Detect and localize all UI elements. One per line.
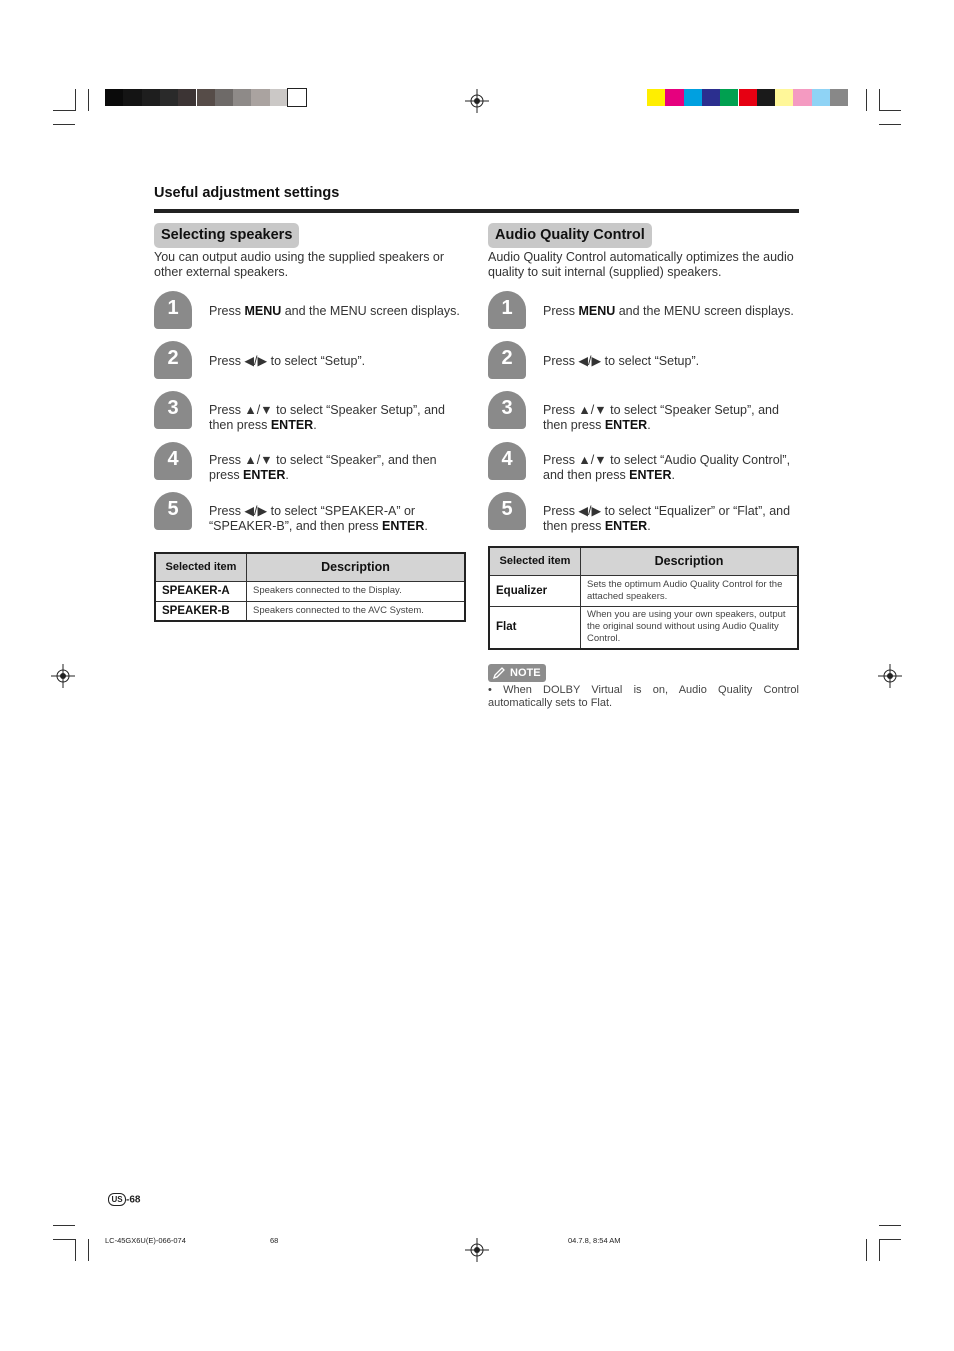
color-swatch [251, 89, 269, 106]
step-instruction: Press ◀/▶ to select “Equalizer” or “Flat”, and then press ENTER. [543, 504, 791, 533]
color-swatch [665, 89, 683, 106]
step-number-badge: 4 [488, 442, 526, 480]
step-number-badge: 4 [154, 442, 192, 480]
step-number-badge: 3 [488, 391, 526, 429]
color-swatch [812, 89, 830, 106]
color-swatch [702, 89, 720, 106]
pencil-icon [492, 666, 506, 680]
color-swatch [123, 89, 141, 106]
step-instruction: Press ◀/▶ to select “SPEAKER-A” or “SPEAKER-B”, and then press ENTER. [209, 504, 428, 533]
step-instruction: Press ◀/▶ to select “Setup”. [543, 354, 700, 368]
region-badge: US [108, 1193, 126, 1206]
step-instruction: Press ◀/▶ to select “Setup”. [209, 354, 366, 368]
table-row: SPEAKER-B Speakers connected to the AVC System. [155, 601, 465, 621]
registration-mark-icon [465, 1238, 489, 1262]
table-row: SPEAKER-A Speakers connected to the Display. [155, 581, 465, 601]
color-swatch [233, 89, 251, 106]
table-header: Description [247, 553, 466, 581]
step-number-badge: 5 [488, 492, 526, 530]
color-swatch [720, 89, 738, 106]
color-swatch [197, 89, 215, 106]
section-title-selecting-speakers: Selecting speakers [154, 223, 299, 248]
page-header: Useful adjustment settings [154, 185, 340, 201]
audio-quality-options-table [488, 546, 799, 650]
step-instruction: Press MENU and the MENU screen displays. [209, 304, 460, 318]
color-swatch [288, 89, 306, 106]
registration-mark-icon [51, 664, 75, 688]
step-number-badge: 3 [154, 391, 192, 429]
registration-mark-icon [878, 664, 902, 688]
step-number-badge: 1 [488, 291, 526, 329]
footer-page: 68 [270, 1236, 279, 1245]
color-swatch [684, 89, 702, 106]
step-instruction: Press ▲/▼ to select “Audio Quality Control”, and then press ENTER. [543, 453, 791, 482]
header-rule [154, 209, 799, 213]
color-swatch [739, 89, 757, 106]
section-intro: Audio Quality Control automatically optimizes the audio quality to suit internal (supplied) speakers. [488, 250, 794, 279]
table-row: Equalizer Sets the optimum Audio Quality Control for the attached speakers. [489, 575, 798, 606]
color-swatch [757, 89, 775, 106]
step-number-badge: 2 [154, 341, 192, 379]
table-row: Flat When you are using your own speakers, output the original sound without using Audio Quality Control. [489, 606, 798, 649]
step-instruction: Press ▲/▼ to select “Speaker Setup”, and then press ENTER. [209, 403, 445, 432]
step-instruction: Press ▲/▼ to select “Speaker”, and then press ENTER. [209, 453, 437, 482]
step-number-badge: 1 [154, 291, 192, 329]
registration-mark-icon [465, 89, 489, 113]
step-instruction: Press MENU and the MENU screen displays. [543, 304, 794, 318]
speaker-options-table [154, 552, 466, 622]
step-instruction: Press ▲/▼ to select “Speaker Setup”, and then press ENTER. [543, 403, 779, 432]
table-header: Selected item [155, 553, 247, 581]
color-swatch [775, 89, 793, 106]
table-header: Description [581, 547, 799, 575]
table-header: Selected item [489, 547, 581, 575]
color-swatch [830, 89, 848, 106]
footer-timestamp: 04.7.8, 8:54 AM [568, 1236, 621, 1245]
color-swatch [270, 89, 288, 106]
color-swatch [142, 89, 160, 106]
section-title-audio-quality-control: Audio Quality Control [488, 223, 652, 248]
step-number-badge: 5 [154, 492, 192, 530]
section-intro: You can output audio using the supplied speakers or other external speakers. [154, 250, 445, 279]
color-swatch [178, 89, 196, 106]
note-text: • When DOLBY Virtual is on, Audio Quality Control automatically sets to Flat. [488, 684, 799, 709]
step-number-badge: 2 [488, 341, 526, 379]
color-swatch [793, 89, 811, 106]
note-badge: NOTE [488, 664, 546, 682]
color-swatch [215, 89, 233, 106]
footer-filename: LC-45GX6U(E)-066-074 [105, 1236, 186, 1245]
color-swatch [160, 89, 178, 106]
color-swatch [105, 89, 123, 106]
color-swatch [647, 89, 665, 106]
page-number: US -68 [108, 1191, 140, 1209]
